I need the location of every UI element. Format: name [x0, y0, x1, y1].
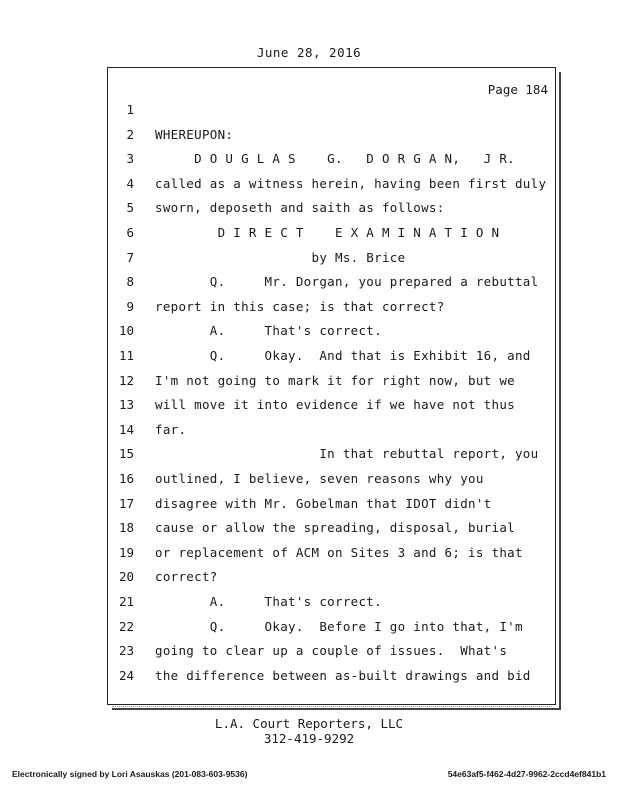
scan-artifact-line: [112, 706, 552, 708]
line-number: 23: [118, 643, 134, 658]
line-text: cause or allow the spreading, disposal, burial: [155, 520, 515, 535]
line-number: 13: [118, 397, 134, 412]
line-number: 5: [126, 200, 134, 215]
line-number: 16: [118, 471, 134, 486]
line-number: 8: [126, 274, 134, 289]
line-text: A. That's correct.: [155, 323, 382, 338]
line-text: Q. Mr. Dorgan, you prepared a rebuttal: [155, 274, 539, 289]
footer-company: L.A. Court Reporters, LLC: [214, 716, 404, 731]
line-text: called as a witness herein, having been first duly: [155, 176, 547, 191]
line-number: 17: [118, 496, 134, 511]
line-text: outlined, I believe, seven reasons why you: [155, 471, 484, 486]
line-number: 4: [126, 176, 134, 191]
line-number: 24: [118, 668, 134, 683]
line-text: D O U G L A S G. D O R G A N, J R.: [155, 151, 515, 166]
line-text: Q. Okay. And that is Exhibit 16, and: [155, 348, 531, 363]
line-text: I'm not going to mark it for right now, but we: [155, 373, 515, 388]
line-number: 20: [118, 569, 134, 584]
line-text: D I R E C T E X A M I N A T I O N: [155, 225, 500, 240]
line-number: 2: [126, 127, 134, 142]
line-text: far.: [155, 422, 187, 437]
line-text: WHEREUPON:: [155, 127, 234, 142]
line-text: report in this case; is that correct?: [155, 299, 445, 314]
line-number: 22: [118, 619, 134, 634]
line-text: sworn, deposeth and saith as follows:: [155, 200, 445, 215]
line-text: Q. Okay. Before I go into that, I'm: [155, 619, 523, 634]
line-number: 12: [118, 373, 134, 388]
line-number: 11: [118, 348, 134, 363]
electronic-signature-note: Electronically signed by Lori Asauskas (201-083-603-9536): [12, 769, 248, 779]
document-hash: 54e63af5-f462-4d27-9962-2ccd4ef841b1: [447, 769, 606, 779]
line-text: disagree with Mr. Gobelman that IDOT didn't: [155, 496, 492, 511]
line-text: or replacement of ACM on Sites 3 and 6; is that: [155, 545, 523, 560]
line-text: the difference between as-built drawings and bid: [155, 668, 531, 683]
footer-phone: 312-419-9292: [263, 731, 355, 746]
line-number: 10: [118, 323, 134, 338]
line-number: 19: [118, 545, 134, 560]
line-number: 3: [126, 151, 134, 166]
line-text: In that rebuttal report, you: [155, 446, 539, 461]
header-date: June 28, 2016: [256, 45, 362, 60]
line-number: 15: [118, 446, 134, 461]
line-number: 7: [126, 250, 134, 265]
line-number: 6: [126, 225, 134, 240]
line-number: 14: [118, 422, 134, 437]
line-text: A. That's correct.: [155, 594, 382, 609]
line-text: correct?: [155, 569, 218, 584]
line-text: by Ms. Brice: [155, 250, 406, 265]
line-number: 18: [118, 520, 134, 535]
line-number: 1: [126, 102, 134, 117]
line-text: going to clear up a couple of issues. What's: [155, 643, 508, 658]
line-text: will move it into evidence if we have not thus: [155, 397, 515, 412]
line-number: 21: [118, 594, 134, 609]
line-number: 9: [126, 299, 134, 314]
page-number: Page 184: [487, 82, 548, 97]
